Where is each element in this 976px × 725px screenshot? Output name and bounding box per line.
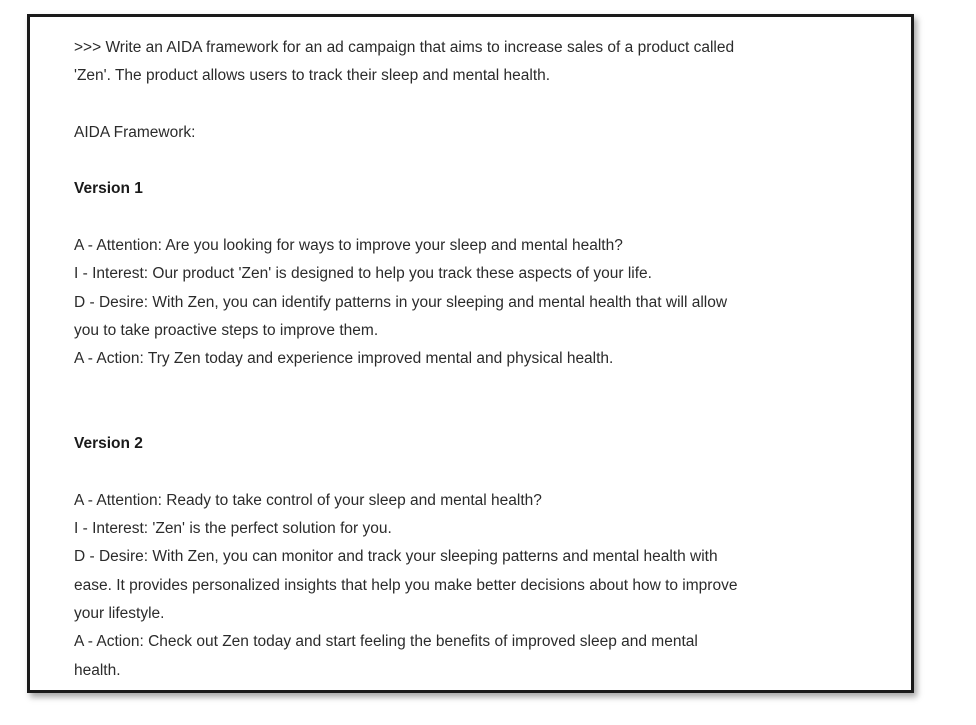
v1-attention: A - Attention: Are you looking for ways to improve your sleep and mental health? — [74, 237, 623, 255]
v2-attention: A - Attention: Ready to take control of your sleep and mental health? — [74, 491, 542, 509]
version-2-heading: Version 2 — [74, 435, 143, 453]
spacer — [74, 204, 814, 232]
spacer — [74, 374, 814, 402]
version-1-heading: Version 1 — [74, 180, 143, 198]
spacer — [74, 402, 814, 430]
v1-interest: I - Interest: Our product 'Zen' is designed to help you track these aspects of your life. — [74, 265, 652, 283]
v2-desire: D - Desire: With Zen, you can monitor and track your sleeping patterns and mental health with — [74, 548, 718, 566]
v1-desire: you to take proactive steps to improve them. — [74, 321, 379, 339]
spacer — [74, 91, 814, 119]
prompt-line: >>> Write an AIDA framework for an ad campaign that aims to increase sales of a product called — [74, 39, 735, 56]
v2-interest: I - Interest: 'Zen' is the perfect solution for you. — [74, 520, 392, 538]
v2-action: health. — [74, 661, 121, 679]
v2-desire: your lifestyle. — [74, 604, 165, 622]
prompt-line: 'Zen'. The product allows users to track their sleep and mental health. — [74, 67, 551, 85]
response-panel — [27, 14, 914, 693]
v2-desire: ease. It provides personalized insights that help you make better decisions about how to improve — [74, 576, 738, 594]
spacer — [74, 147, 814, 175]
v1-desire: D - Desire: With Zen, you can identify patterns in your sleeping and mental health that will allow — [74, 293, 728, 311]
v2-action: A - Action: Check out Zen today and start feeling the benefits of improved sleep and mental — [74, 633, 698, 651]
spacer — [74, 458, 814, 486]
v1-action: A - Action: Try Zen today and experience improved mental and physical health. — [74, 350, 614, 368]
response-text — [74, 34, 814, 685]
framework-label: AIDA Framework: — [74, 123, 196, 141]
